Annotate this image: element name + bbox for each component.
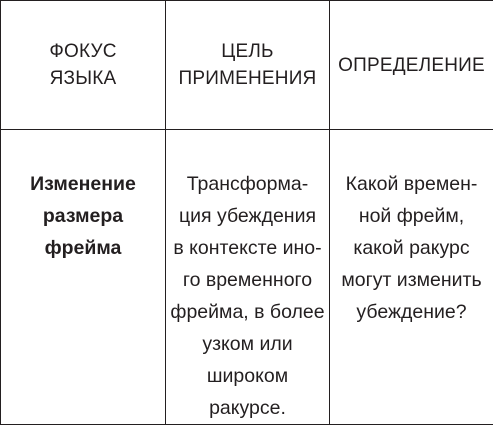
- table-row: [1, 130, 493, 425]
- table-header-row: [1, 1, 493, 130]
- header-label-purpose: ЦЕЛЬ ПРИМЕНЕНИЯ: [166, 38, 329, 92]
- cell-definition: [330, 130, 493, 425]
- cell-purpose: [166, 130, 330, 425]
- header-cell-purpose: [166, 1, 330, 130]
- header-cell-language-focus: [1, 1, 166, 130]
- header-label-language-focus: ФОКУС ЯЗЫКА: [1, 38, 165, 92]
- cell-focus: [1, 130, 166, 425]
- focus-text: Изменение размера фрейма: [1, 168, 165, 264]
- definition-text: Какой времен- ной фрейм, какой ракурс могут изменить убеждение?: [330, 168, 493, 328]
- header-cell-definition: [330, 1, 493, 130]
- purpose-text: Трансформа- ция убеждения в контексте ино- го временного фрейма, в более узком или широком ракурсе.: [166, 168, 329, 424]
- header-label-definition: ОПРЕДЕЛЕНИЕ: [330, 52, 493, 79]
